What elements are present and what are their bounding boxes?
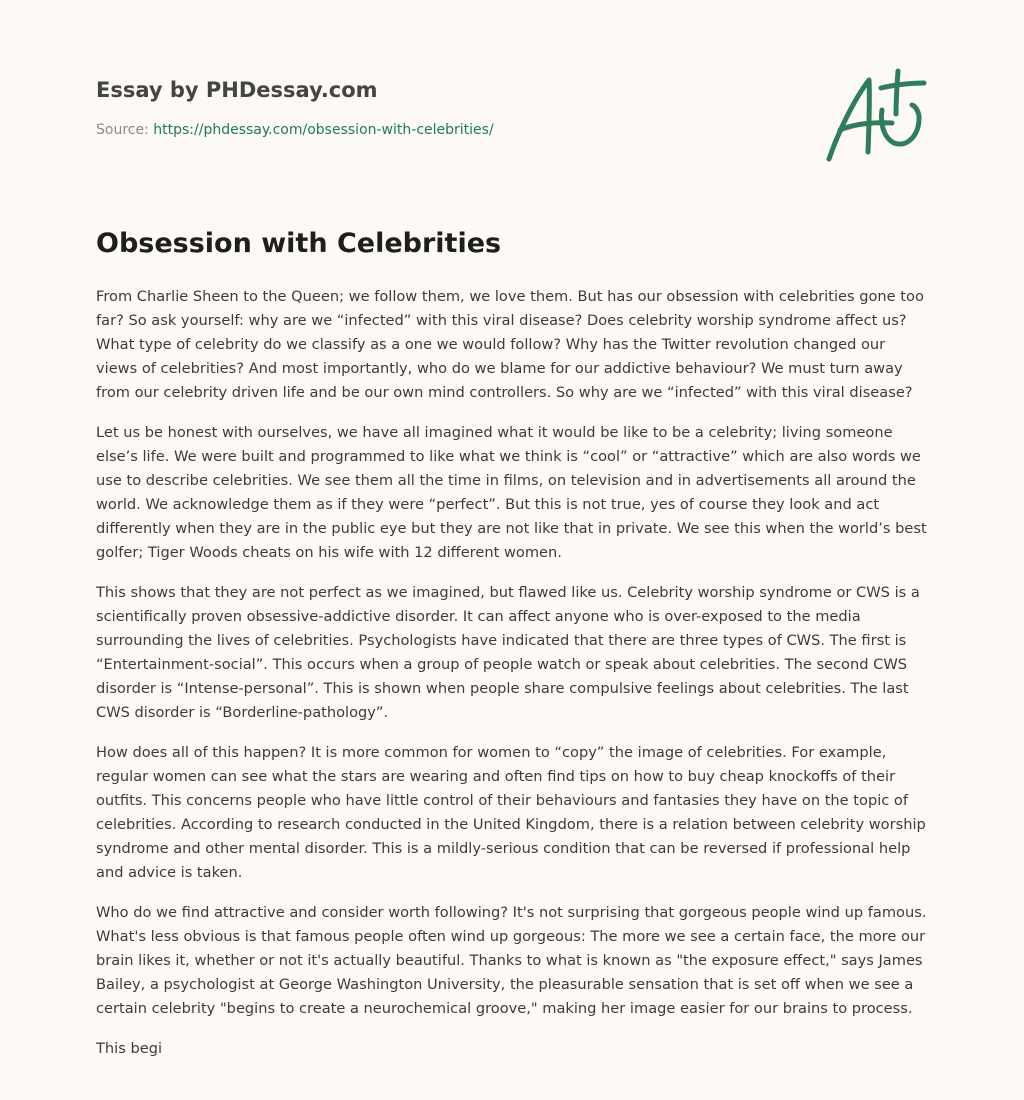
- plus-horizontal: [881, 83, 924, 88]
- source-link[interactable]: https://phdessay.com/obsession-with-celebrities/: [153, 122, 494, 138]
- plus-vertical: [896, 71, 898, 114]
- essay-paragraph: This shows that they are not perfect as we imagined, but flawed like us. Celebrity worship syndrome or CWS is a scientifically proven obsessive-addictive disorder. It can affect anyone who is over-exposed to the media surrounding the lives of celebrities. Psychologists have indicated that there are three types of CWS. The first is “Entertainment-social”. This occurs when a group of people watch or speak about celebrities. The second CWS disorder is “Intense-personal”. This is shown when people share compulsive feelings about celebrities. The last CWS disorder is “Borderline-pathology”.: [96, 584, 920, 721]
- essay-body: [96, 285, 928, 1077]
- essay-title: Obsession with Celebrities: [96, 228, 502, 259]
- a-plus-logo-icon: [822, 68, 928, 164]
- letter-a-stroke: [829, 80, 869, 159]
- essay-paragraph: Who do we find attractive and consider worth following? It's not surprising that gorgeous people wind up famous. What's less obvious is that famous people often wind up gorgeous: The more we see a certain face, the more our brain likes it, whether or not it's actually beautiful. Thanks to what is known as "the exposure effect," says James Bailey, a psychologist at George Washington University, the pleasurable sensation that is set off when we see a certain celebrity "begins to create a neurochemical groove," making her image easier for our brains to process.: [96, 904, 927, 1017]
- brand-title: Essay by PHDessay.com: [96, 78, 378, 102]
- source-label: Source:: [96, 122, 149, 138]
- essay-header: [96, 74, 696, 138]
- source-line: [96, 122, 696, 138]
- essay-paragraph-truncated: This begi: [96, 1040, 163, 1057]
- essay-paragraph: Let us be honest with ourselves, we have all imagined what it would be like to be a celebrity; living someone else’s life. We were built and programmed to like what we think is “cool” or “attractive” which are also words we use to describe celebrities. We see them all the time in films, on television and in advertisements all around the world. We acknowledge them as if they were “perfect”. But this is not true, yes of course they look and act differently when they are in the public eye but they are not like that in private. We see this when the world’s best golfer; Tiger Woods cheats on his wife with 12 different women.: [96, 424, 927, 561]
- essay-paragraph: How does all of this happen? It is more common for women to “copy” the image of celebrities. For example, regular women can see what the stars are wearing and often find tips on how to buy cheap knockoffs of their outfits. This concerns people who have little control of their behaviours and fantasies they have on the topic of celebrities. According to research conducted in the United Kingdom, there is a relation between celebrity worship syndrome and other mental disorder. This is a mildly-serious condition that can be reversed if professional help and advice is taken.: [96, 744, 926, 881]
- a-plus-logo-svg: [822, 68, 928, 164]
- essay-paragraph: From Charlie Sheen to the Queen; we follow them, we love them. But has our obsession with celebrities gone too far? So ask yourself: why are we “infected” with this viral disease? Does celebrity worship syndrome affect us? What type of celebrity do we classify as a one we would follow? Why has the Twitter revolution changed our views of celebrities? And most importantly, who do we blame for our addictive behaviour? We must turn away from our celebrity driven life and be our own mind controllers. So why are we “infected” with this viral disease?: [96, 288, 924, 401]
